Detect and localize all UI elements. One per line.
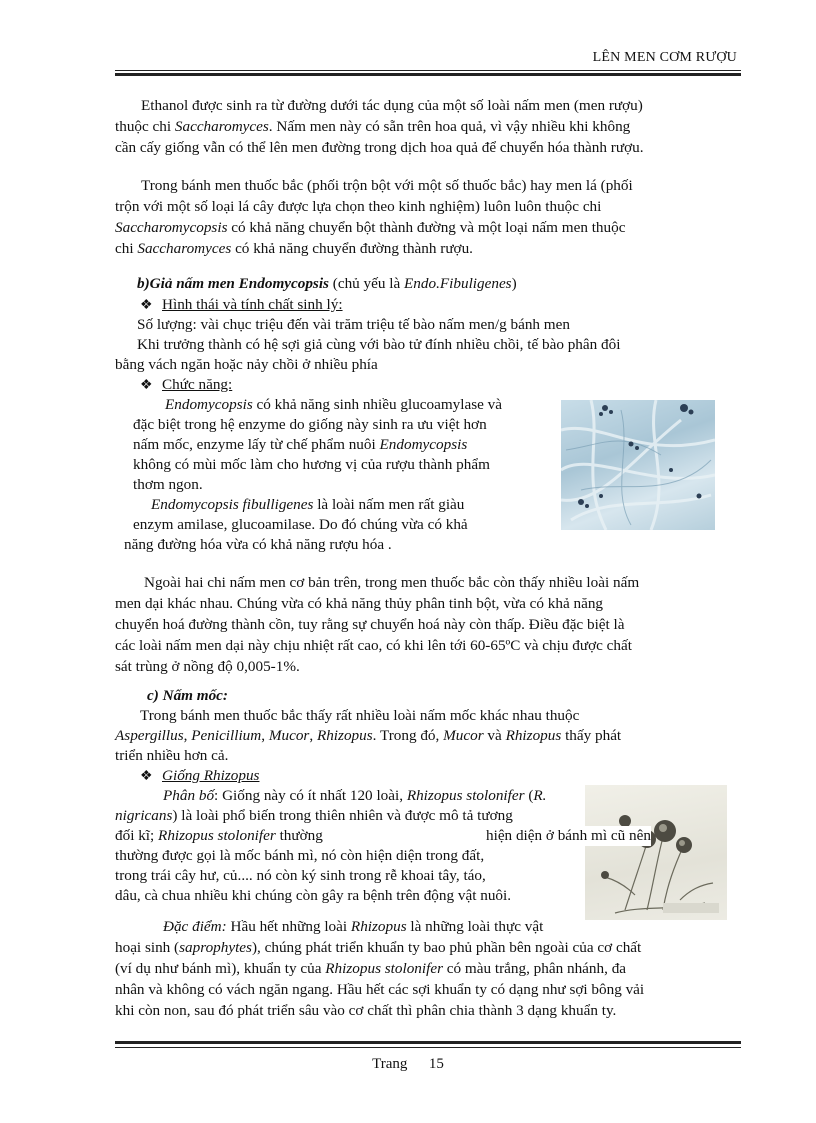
endomycopsis-micrograph-image xyxy=(561,400,715,530)
bullet-item: ❖ Hình thái và tính chất sinh lý: xyxy=(140,295,343,316)
text-line: Endomycopsis fibulligenes là loài nấm men rất giàu xyxy=(151,496,465,513)
bullet-item: ❖ Chức năng: xyxy=(140,375,232,396)
text-line: chi Saccharomyces có khả năng chuyển đường thành rượu. xyxy=(115,240,473,257)
header-rule-thick xyxy=(115,73,741,76)
text-line: sát trùng ở nồng độ 0,005-1%. xyxy=(115,658,300,675)
text-line: trộn với một số loại lá cây được lựa chọn theo kinh nghiệm) luôn luôn thuộc chi xyxy=(115,198,602,215)
text-line: bằng vách ngăn hoặc nảy chồi ở nhiều phía xyxy=(115,356,378,373)
text-line: khi còn non, sau đó phát triển sâu vào cơ chất thì phân chia thành 3 dạng khuẩn ty. xyxy=(115,1002,617,1019)
rhizopus-micrograph-image xyxy=(585,785,727,920)
text-line: trong trái cây hư, củ.... nó còn ký sinh trong rễ khoai tây, táo, xyxy=(115,867,486,884)
section-heading: b)Giả nấm men Endomycopsis (chủ yếu là Endo.Fibuligenes) xyxy=(137,275,517,292)
text-line: thường được gọi là mốc bánh mì, nó còn hiện diện trong đất, xyxy=(115,847,485,864)
footer-rule-thin xyxy=(115,1047,741,1048)
text-line: cần cấy giống vẫn có thể lên men đường trong dịch hoa quả để chuyển hóa thành rượu. xyxy=(115,139,644,156)
text-line: Saccharomycopsis có khả năng chuyển bột thành đường và một loại nấm men thuộc xyxy=(115,219,626,236)
footer-rule-thick xyxy=(115,1041,741,1044)
text-line: đặc biệt trong hệ enzyme do giống này sinh ra ưu việt hơn xyxy=(133,416,487,433)
page-footer xyxy=(0,1056,816,1073)
text-line: Ethanol được sinh ra từ đường dưới tác dụng của một số loài nấm men (men rượu) xyxy=(141,97,643,114)
text-line: hiện diện ở bánh mì cũ nên xyxy=(482,826,651,846)
page-number: 15 xyxy=(428,1056,444,1072)
text-line: thơm ngon. xyxy=(133,476,203,493)
text-line: hoại sinh (saprophytes), chúng phát triển khuẩn ty bao phủ phần bên ngoài của cơ chất xyxy=(115,939,642,956)
text-line: các loài nấm men dại này chịu nhiệt rất cao, có khi lên tới 60-65ºC và chịu được chất xyxy=(115,637,632,654)
text-line: Phân bố: Giống này có ít nhất 120 loài, Rhizopus stolonifer (R. xyxy=(163,787,547,804)
bullet-item: ❖ Giống Rhizopus xyxy=(140,766,259,787)
text-line: Endomycopsis có khả năng sinh nhiều glucoamylase và xyxy=(165,396,503,413)
text-line: nhân và không có vách ngăn ngang. Hầu hết các sợi khuẩn ty có dạng như sợi bông vải xyxy=(115,981,645,998)
text-line: dâu, cà chua nhiều khi chúng còn gây ra bệnh trên động vật nuôi. xyxy=(115,887,512,904)
text-line: (ví dụ như bánh mì), khuẩn ty của Rhizopus stolonifer có màu trắng, phân nhánh, đa xyxy=(115,960,627,977)
text-line: năng đường hóa vừa có khả năng rượu hóa . xyxy=(124,536,392,553)
running-header xyxy=(115,50,741,70)
text-line: enzym amilase, glucoamilase. Do đó chúng vừa có khả xyxy=(133,516,468,533)
text-line: Trong bánh men thuốc bắc (phối trộn bột với một số thuốc bắc) hay men lá (phối xyxy=(141,177,633,194)
text-line: Đặc điểm: Hầu hết những loài Rhizopus là những loài thực vật xyxy=(163,918,544,935)
diamond-bullet-icon: ❖ xyxy=(140,769,153,784)
text-line: Số lượng: vài chục triệu đến vài trăm triệu tế bào nấm men/g bánh men xyxy=(137,316,570,333)
text-line: nigricans) là loài phổ biến trong thiên nhiên và được mô tả tương xyxy=(115,807,513,824)
text-line: đối kĩ; Rhizopus stolonifer thường xyxy=(115,827,323,844)
page-label: Trang xyxy=(372,1056,408,1072)
text-line: thuộc chi Saccharomyces. Nấm men này có sẵn trên hoa quả, vì vậy nhiều khi không xyxy=(115,118,631,135)
section-heading: c) Nấm mốc: xyxy=(147,687,228,704)
diamond-bullet-icon: ❖ xyxy=(140,378,153,393)
header-title: LÊN MEN CƠM RƯỢU xyxy=(592,50,737,65)
text-line: chuyển hoá đường thành cồn, tuy rằng sự chuyển hoá này còn thấp. Điều đặc biệt là xyxy=(115,616,625,633)
text-line: Trong bánh men thuốc bắc thấy rất nhiều loài nấm mốc khác nhau thuộc xyxy=(140,707,580,724)
text-line: không có mùi mốc làm cho hương vị của rượu thành phẩm xyxy=(133,456,490,473)
text-line: triển nhiều hơn cả. xyxy=(115,747,229,764)
header-rule-thin xyxy=(115,70,741,71)
text-line: Khi trưởng thành có hệ sợi giả cùng với bào tử đính nhiều chồi, tế bào phân đôi xyxy=(137,336,621,353)
text-line: Aspergillus, Penicillium, Mucor, Rhizopus. Trong đó, Mucor và Rhizopus thấy phát xyxy=(115,727,622,744)
text-line: nấm mốc, enzyme lấy từ chế phẩm nuôi Endomycopsis xyxy=(133,436,468,453)
text-line: Ngoài hai chi nấm men cơ bản trên, trong men thuốc bắc còn thấy nhiều loài nấm xyxy=(144,574,640,591)
text-line: men dại khác nhau. Chúng vừa có khả năng thủy phân tinh bột, vừa có khả năng xyxy=(115,595,604,612)
diamond-bullet-icon: ❖ xyxy=(140,298,153,313)
